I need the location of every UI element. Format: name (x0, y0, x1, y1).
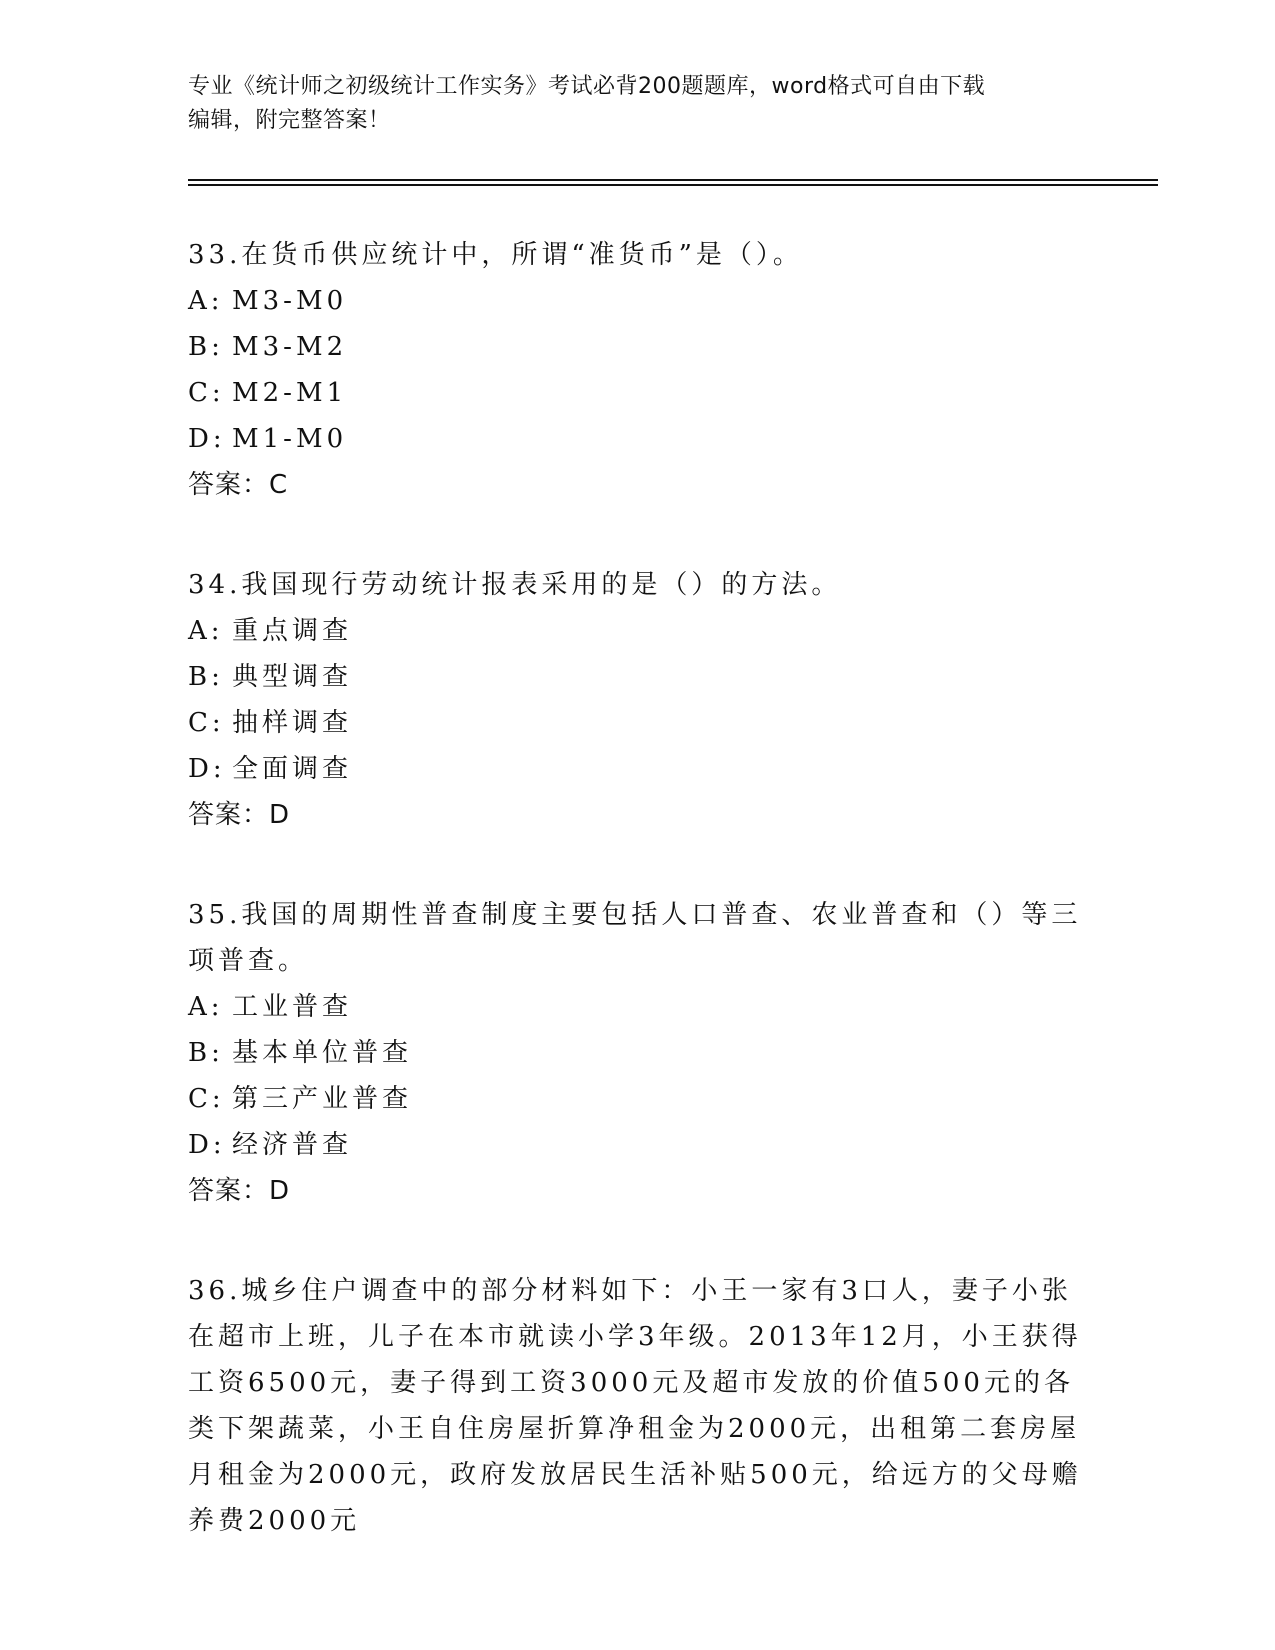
option-d (188, 416, 1088, 462)
header-title-line2: 编辑，附完整答案！ (188, 108, 391, 133)
option-letter: D: (188, 424, 226, 454)
option-d (188, 1122, 1088, 1168)
option-b (188, 324, 1088, 370)
option-a (188, 608, 1088, 654)
option-text: 典型调查 (232, 662, 353, 692)
option-b (188, 1030, 1088, 1076)
option-text: 基本单位普查 (232, 1038, 413, 1068)
question-stem: 33.在货币供应统计中，所谓“准货币”是（）。 (188, 240, 803, 270)
option-text: M1-M0 (232, 424, 348, 454)
question-stem: 36.城乡住户调查中的部分材料如下：小王一家有3口人，妻子小张在超市上班，儿子在本市就读小学3年级。2013年12月，小王获得工资6500元，妻子得到工资3000元及超市发放的价值500元的各类下架蔬菜，小王自住房屋折算净租金为2000元，出租第二套房屋月租金为2000元，政府发放居民生活补贴500元，给远方的父母赡养费2000元 (188, 1276, 1082, 1536)
question-stem: 34.我国现行劳动统计报表采用的是（）的方法。 (188, 570, 842, 600)
option-text: 重点调查 (232, 616, 353, 646)
option-a (188, 278, 1088, 324)
header-title-line1: 专业《统计师之初级统计工作实务》考试必背200题题库，word格式可自由下载 (188, 74, 986, 99)
question-list (188, 232, 1088, 1598)
option-text: 工业普查 (232, 992, 353, 1022)
option-text: 经济普查 (232, 1130, 353, 1160)
option-text: 抽样调查 (232, 708, 353, 738)
option-c (188, 700, 1088, 746)
option-a (188, 984, 1088, 1030)
answer-line: 答案：D (188, 1176, 291, 1206)
header-divider-top (188, 179, 1158, 181)
option-c (188, 1076, 1088, 1122)
option-letter: C: (188, 1084, 225, 1114)
option-text: M3-M0 (232, 286, 348, 316)
option-letter: D: (188, 754, 226, 784)
option-text: M2-M1 (232, 378, 348, 408)
option-letter: D: (188, 1130, 226, 1160)
question-stem: 35.我国的周期性普查制度主要包括人口普查、农业普查和（）等三项普查。 (188, 900, 1082, 976)
option-letter: B: (188, 332, 224, 362)
option-b (188, 654, 1088, 700)
option-text: M3-M2 (232, 332, 348, 362)
document-header (188, 70, 1068, 138)
question-35 (188, 892, 1088, 1214)
option-text: 第三产业普查 (232, 1084, 413, 1114)
option-letter: A: (188, 992, 224, 1022)
answer-line: 答案：C (188, 470, 289, 500)
option-letter: A: (188, 286, 224, 316)
header-divider-bottom (188, 184, 1158, 186)
option-d (188, 746, 1088, 792)
question-34 (188, 562, 1088, 838)
option-letter: B: (188, 662, 224, 692)
option-letter: B: (188, 1038, 224, 1068)
option-c (188, 370, 1088, 416)
option-letter: A: (188, 616, 224, 646)
option-letter: C: (188, 708, 225, 738)
question-33 (188, 232, 1088, 508)
option-text: 全面调查 (232, 754, 353, 784)
answer-line: 答案：D (188, 800, 291, 830)
option-letter: C: (188, 378, 225, 408)
question-36 (188, 1268, 1088, 1544)
